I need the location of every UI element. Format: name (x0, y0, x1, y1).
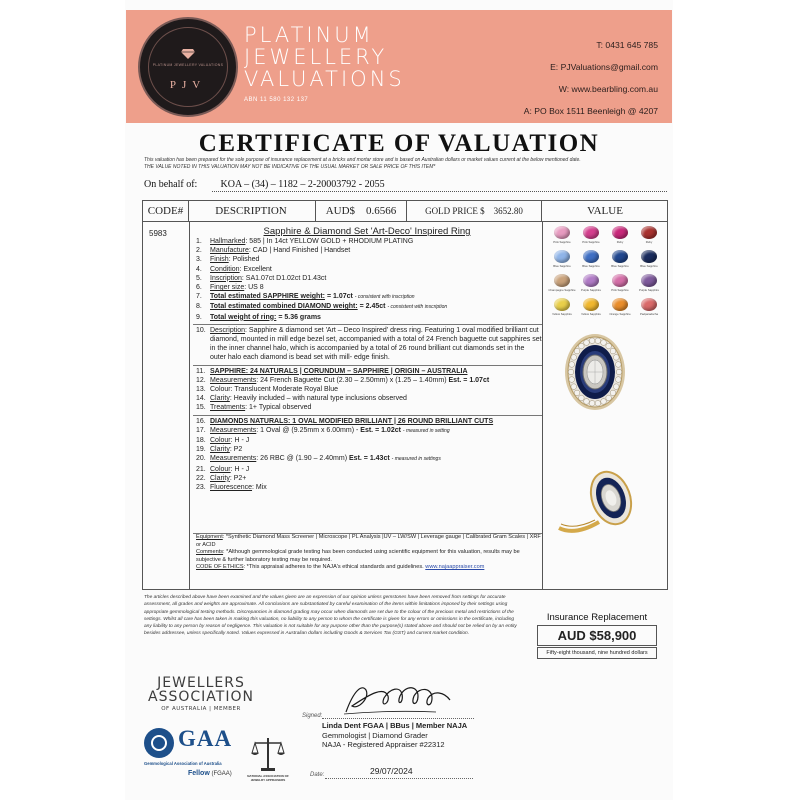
item-number: 4. (196, 265, 202, 273)
naja-caption: NATIONAL ASSOCIATION OF JEWELRY APPRAISERS (247, 774, 289, 782)
halo-diamond (574, 348, 580, 354)
description-text: : Sapphire & diamond set 'Art – Deco Inspired' dress ring. Featuring 1 oval modified brilliant cut diamond, mounted in mill edge bezel set, accompanied with a total of 24 French baguette cut sapphires set in the inner channel halo, which is accompanied by a total of 26 round brilliant cut diamonds set in the outer halo each diamond is bead set with mill- edge finish. (210, 326, 542, 362)
list-item (193, 237, 542, 246)
table-header (143, 201, 667, 222)
comments-row (196, 549, 542, 564)
brand-line-2: JEWELLERY (244, 45, 388, 69)
abn-number: ABN 11 580 132 137 (244, 97, 309, 103)
date-value: 29/07/2024 (370, 766, 413, 776)
gem-stone-icon (641, 274, 657, 287)
gem-swatch (577, 274, 605, 296)
insurance-box (537, 612, 657, 659)
gaa-logo (144, 726, 244, 786)
item-label: Measurements (210, 426, 257, 434)
item-note: - measured in setting (402, 427, 450, 434)
ethics-label: CODE OF ETHICS (196, 564, 244, 571)
item-text: : P2 (229, 446, 243, 454)
disclaimer-line-1: This valuation has been prepared for the sole purpose of insurance replacement at a bricks and mortar store and is based on Australian dollars or market values current at the below mentioned date. (144, 157, 581, 163)
halo-diamond (569, 362, 575, 368)
item-label: Finish (210, 256, 229, 264)
item-label: Measurements (210, 376, 257, 384)
gem-stone-icon (612, 250, 628, 263)
ethics-text: : *This appraisal adheres to the NAJA's ethical standards and guidelines. (243, 564, 424, 571)
gem-swatch (577, 226, 605, 248)
halo-diamond (574, 390, 580, 396)
gem-swatch (548, 226, 576, 248)
item-text: : 1 Oval @ (9.25mm x 6.00mm) - (256, 426, 359, 434)
gem-stone-icon (641, 250, 657, 263)
ring-front-photo (555, 330, 635, 414)
gem-swatch (635, 298, 663, 320)
halo-diamond (589, 400, 595, 406)
ja-line-2: ASSOCIATION (148, 689, 254, 705)
item-text: : H - J (230, 437, 250, 445)
brand-line-3: VALUATIONS (244, 67, 405, 91)
gem-swatch (577, 250, 605, 272)
sapphire-weight-row (193, 292, 542, 302)
halo-diamond (610, 348, 616, 354)
gem-caption: Padparadscha (639, 312, 659, 316)
gem-stone-icon (583, 274, 599, 287)
item-number: 10. (196, 326, 206, 334)
item-estimate: Est. = 1.02ct (360, 426, 401, 434)
item-estimate: Est. = 1.07ct (448, 376, 490, 384)
header-aud-value: 0.6566 (366, 205, 397, 217)
gem-caption: Blue Sapphire (640, 264, 658, 268)
equipment-notes (193, 533, 542, 572)
gem-stone-icon (583, 298, 599, 311)
gem-caption: Pink Sapphire (611, 288, 629, 292)
gem-stone-icon (612, 298, 628, 311)
gem-stone-icon (583, 250, 599, 263)
description-label: Description (210, 326, 246, 334)
halo-diamond (571, 355, 577, 361)
contact-address: A: PO Box 1511 Beenleigh @ 4207 (523, 106, 658, 116)
halo-diamond (595, 338, 601, 344)
terms-paragraph: The articles described above have been examined and the values given are an expression of our opinion unless gemstones have been removed from settings for accurate assessment, all grades and weights are approximate. All conclusions are substantiated by careful examination of the items within limitations imposed by their settings using appropriate gemmological testing methods. Discrepancies in diamond grading may occur when diamonds are set due to the colour of the precious metal and restrictions of the settings. Whilst all care has been taken in making this valuation, no liability to any person to whom the certificate is given for any errors or omissions in the certificate, including any liability to any person by reason of negligence. This valuation is not suitable for any purpose other than the purpose(s) stated above and should not be relied on by an entity besides addressee, unless specifically noted. Values expressed in Australian dollars including Goods & Services Tax (GST) and current market condition. (144, 595, 517, 637)
halo-diamond (571, 384, 577, 390)
item-label: Clarity (210, 474, 230, 482)
on-behalf-label: On behalf of: (144, 179, 198, 190)
item-label: Clarity (210, 395, 230, 403)
list-item (193, 436, 542, 445)
weight-label: Total estimated combined DIAMOND weight: (210, 303, 358, 311)
item-number: 1. (196, 238, 202, 245)
item-number: 17. (196, 426, 206, 434)
item-number: 2. (196, 247, 202, 255)
insurance-label: Insurance Replacement (546, 612, 648, 623)
insurance-amount-words: Fifty-eight thousand, nine hundred dollars (537, 647, 657, 659)
item-text: : H - J (230, 465, 250, 473)
item-label: Manufacture (210, 247, 249, 255)
gem-swatch (635, 226, 663, 248)
weight-value: = 5.36 grams (278, 313, 321, 321)
description-row (193, 324, 542, 363)
header-description: DESCRIPTION (215, 205, 287, 217)
list-item (193, 465, 542, 474)
item-text: : Excellent (239, 265, 272, 273)
gem-swatch (606, 226, 634, 248)
item-label: Measurements (210, 455, 257, 463)
item-number: 11. (196, 367, 206, 375)
column-divider (189, 222, 190, 589)
gem-caption: Pink Sapphire (582, 240, 600, 244)
gem-stone-icon (554, 274, 570, 287)
gaa-fellow (188, 770, 232, 777)
item-number: 12. (196, 376, 206, 384)
gem-caption: Yellow Sapphire (552, 312, 572, 316)
gaa-fellow-label: Fellow (188, 770, 210, 777)
certificate-title: CERTIFICATE OF VALUATION (198, 130, 600, 157)
signature-line (322, 718, 474, 719)
item-number: 9. (196, 313, 202, 321)
ring-side-photo (555, 466, 641, 542)
diamond-section (193, 415, 542, 493)
gem-stone-icon (554, 226, 570, 239)
item-number: 18. (196, 437, 206, 445)
gem-swatch (606, 250, 634, 272)
on-behalf-value: KOA – (34) – 1182 – 2-20003792 - 2055 (220, 179, 385, 190)
diamond-heading (193, 417, 542, 426)
item-text: : 24 French Baguette Cut (2.30 – 2.50mm) x (1.25 – 1.40mm) (256, 376, 447, 384)
item-number: 15. (196, 404, 206, 412)
ja-line-1: JEWELLERS (157, 675, 245, 691)
weight-value: = 2.45ct (359, 303, 386, 311)
halo-diamond (579, 395, 585, 401)
item-details (193, 237, 542, 492)
date-line (325, 778, 473, 779)
item-label: Hallmarked (210, 238, 246, 245)
list-item (193, 445, 542, 454)
item-text: Colour: Translucent Moderate Royal Blue (210, 386, 339, 394)
item-number: 14. (196, 395, 206, 403)
item-text: : Mix (252, 484, 267, 492)
item-number: 20. (196, 455, 206, 463)
list-item (193, 274, 542, 283)
brand-line-1: PLATINUM (244, 23, 374, 47)
list-item (193, 385, 542, 394)
disclaimer (144, 157, 664, 171)
item-number: 21. (196, 465, 206, 473)
list-item (193, 474, 542, 483)
logo-inner-ring (148, 27, 228, 107)
list-item (193, 255, 542, 264)
halo-diamond (610, 390, 616, 396)
gem-stone-icon (612, 226, 628, 239)
item-label: Inscription (210, 274, 242, 282)
header-code: CODE# (143, 201, 189, 222)
item-label: Treatments (210, 404, 246, 412)
item-text: : 585 | In 14ct YELLOW GOLD + RHODIUM PLATING (245, 238, 414, 245)
halo-diamond (616, 369, 622, 375)
halo-diamond (601, 399, 607, 405)
gem-swatch (635, 274, 663, 296)
list-item (193, 376, 542, 385)
item-label: Clarity (210, 446, 230, 454)
halo-diamond (601, 340, 607, 346)
halo-diamond (589, 338, 595, 344)
halo-diamond (613, 384, 619, 390)
header-value: VALUE (587, 205, 623, 217)
on-behalf-underline (212, 191, 667, 192)
gem-caption: Pink Sapphire (553, 240, 571, 244)
sapphire-heading-text: SAPPHIRE: 24 NATURALS | CORUNDUM – SAPPHIRE | ORIGIN – AUSTRALIA (210, 367, 468, 375)
contact-web[interactable]: W: www.bearbling.com.au (558, 84, 658, 94)
gem-stone-icon (583, 226, 599, 239)
gem-swatch (577, 298, 605, 320)
item-note: - measured in settings (391, 456, 441, 463)
gem-swatch (548, 274, 576, 296)
comments-text: : *Although gemmological grade testing has been conducted using scientific equipment for this valuation, results may be subjective & further laboratory testing may be required. (196, 549, 520, 563)
gem-swatch (606, 298, 634, 320)
ring-title: Sapphire & Diamond Set 'Art-Deco' Inspired Ring (263, 226, 471, 237)
gem-caption: Blue Sapphire (611, 264, 629, 268)
signer-registration: NAJA - Registered Appraiser #22312 (322, 740, 445, 750)
halo-diamond (616, 377, 622, 383)
contact-phone: T: 0431 645 785 (596, 40, 658, 50)
list-item (193, 454, 542, 464)
halo-diamond (584, 340, 590, 346)
diamond-weight-row (193, 302, 542, 312)
item-number: 23. (196, 484, 206, 492)
signer-details (322, 721, 467, 750)
halo-diamond (606, 395, 612, 401)
item-text: : 26 RBC @ (1.90 – 2.40mm) (256, 455, 348, 463)
halo-diamond (568, 369, 574, 375)
item-text: : 1+ Typical observed (245, 404, 312, 412)
logo-monogram: PJV (169, 79, 207, 91)
gem-swatch (548, 298, 576, 320)
naja-logo (247, 735, 289, 785)
item-estimate: Est. = 1.43ct (349, 455, 390, 463)
list-item (193, 246, 542, 255)
item-number: 6. (196, 284, 202, 292)
item-number: 8. (196, 303, 202, 311)
signature (340, 680, 460, 720)
gem-caption: Ruby (645, 240, 653, 244)
item-number: 7. (196, 293, 202, 301)
item-label: Colour (210, 437, 231, 445)
gem-stone-icon (641, 298, 657, 311)
date-label: Date: (310, 772, 325, 778)
equipment-row (196, 534, 542, 549)
header-gold-price (407, 201, 542, 222)
gem-stone-icon (554, 250, 570, 263)
gem-stone-icon (554, 298, 570, 311)
list-item (193, 394, 542, 403)
weight-value: = 1.07ct (326, 293, 353, 301)
logo-ring-text: PLATINUM JEWELLERY VALUATIONS (152, 63, 224, 67)
item-number: 5. (196, 274, 202, 282)
gem-stone-icon (641, 226, 657, 239)
gem-caption: Champagne Sapphire (548, 288, 576, 292)
sapphire-heading (193, 367, 542, 376)
header-gold-value: 3652.80 (493, 206, 523, 216)
item-number: 13. (196, 386, 206, 394)
weight-note: - consistent with inscription (387, 304, 448, 311)
halo-diamond (584, 399, 590, 405)
header-aud (315, 201, 407, 222)
list-item (193, 283, 542, 292)
halo-diamond (595, 400, 601, 406)
item-label: Colour (210, 465, 231, 473)
header-aud-label: AUD$ (325, 205, 356, 217)
contact-block (524, 34, 658, 122)
gaa-emblem-icon (144, 728, 174, 758)
sapphire-section (193, 365, 542, 413)
item-list (193, 237, 542, 292)
item-text: : Heavily included – with natural type inclusions observed (229, 395, 407, 403)
contact-email[interactable]: E: PJValuations@gmail.com (550, 62, 658, 72)
halo-diamond (616, 362, 622, 368)
gaa-full-name: Gemmological Association of Australia (144, 761, 222, 766)
gaa-abbreviation: GAA (178, 726, 233, 751)
item-label: Fluorescence (210, 484, 253, 492)
gem-swatch (606, 274, 634, 296)
brand-name (244, 24, 405, 90)
item-text: : US 8 (244, 284, 264, 292)
on-behalf-row (144, 179, 385, 190)
gem-stone-icon (612, 274, 628, 287)
weight-label: Total weight of ring: (210, 313, 277, 321)
ja-line-3: OF AUSTRALIA | MEMBER (161, 706, 241, 712)
item-label: Finger size (210, 284, 245, 292)
ring-weight-row (193, 313, 542, 322)
halo-diamond (569, 377, 575, 383)
gaa-fellow-suffix: (FGAA) (209, 771, 232, 777)
list-item (193, 483, 542, 492)
gem-caption: Orange Sapphire (609, 312, 631, 316)
list-item (193, 265, 542, 274)
item-text: : CAD | Hand Finished | Handset (248, 247, 351, 255)
disclaimer-line-2: THE VALUE NOTED IN THIS VALUATION MAY NOT BE INDICATIVE OF THE USUAL MARKET OR SALE PRICE OF THIS ITEM* (144, 164, 436, 170)
diamond-heading-text: DIAMONDS NATURALS: 1 OVAL MODIFIED BRILLIANT | 26 ROUND BRILLIANT CUTS (210, 417, 494, 425)
gem-caption: Purple Sapphire (580, 288, 602, 292)
naja-link[interactable]: www.najaappraiser.com (425, 564, 485, 571)
list-item (193, 403, 542, 412)
gem-caption: Ruby (616, 240, 624, 244)
signer-title: Gemmologist | Diamond Grader (322, 730, 428, 740)
insurance-amount: AUD $58,900 (537, 625, 657, 646)
gem-swatch (635, 250, 663, 272)
item-text: : P2+ (229, 474, 247, 482)
halo-diamond (579, 343, 585, 349)
item-text: : SA1.07ct D1.02ct D1.43ct (241, 274, 327, 282)
item-number: 19. (196, 446, 206, 454)
item-number: 3. (196, 256, 202, 264)
item-number: 16. (196, 417, 206, 425)
item-label: Condition (210, 265, 240, 273)
list-item (193, 426, 542, 436)
weight-label: Total estimated SAPPHIRE weight: (210, 293, 325, 301)
signed-label: Signed: (302, 713, 323, 719)
item-code: 5983 (149, 229, 167, 238)
pjv-logo (138, 17, 238, 117)
item-number: 22. (196, 474, 206, 482)
ethics-row (196, 564, 542, 572)
scales-icon (250, 735, 286, 773)
weight-note: - consistent with inscription (354, 294, 415, 301)
halo-diamond (613, 355, 619, 361)
signer-name: Linda Dent FGAA | BBus | Member NAJA (322, 721, 468, 730)
equipment-label: Equipment (196, 534, 223, 540)
gem-caption: Blue Sapphire (582, 264, 600, 268)
gem-caption: Blue Sapphire (553, 264, 571, 268)
halo-diamond (606, 343, 612, 349)
header-gold-label: GOLD PRICE $ (425, 206, 485, 216)
equipment-text: : *Synthetic Diamond Mass Screener | Microscope | PL Analysis |UV – LW/SW | Leverage gauge | Calibrated Gram Scales | XRF or ACID (196, 534, 541, 548)
gem-swatch (548, 250, 576, 272)
gem-caption: Purple Sapphire (638, 288, 660, 292)
gem-caption: Yellow Sapphire (581, 312, 601, 316)
jewellers-association-logo (146, 676, 256, 712)
item-text: : Polished (228, 256, 260, 264)
diamond-icon (181, 49, 195, 59)
comments-label: Comments (196, 549, 224, 556)
